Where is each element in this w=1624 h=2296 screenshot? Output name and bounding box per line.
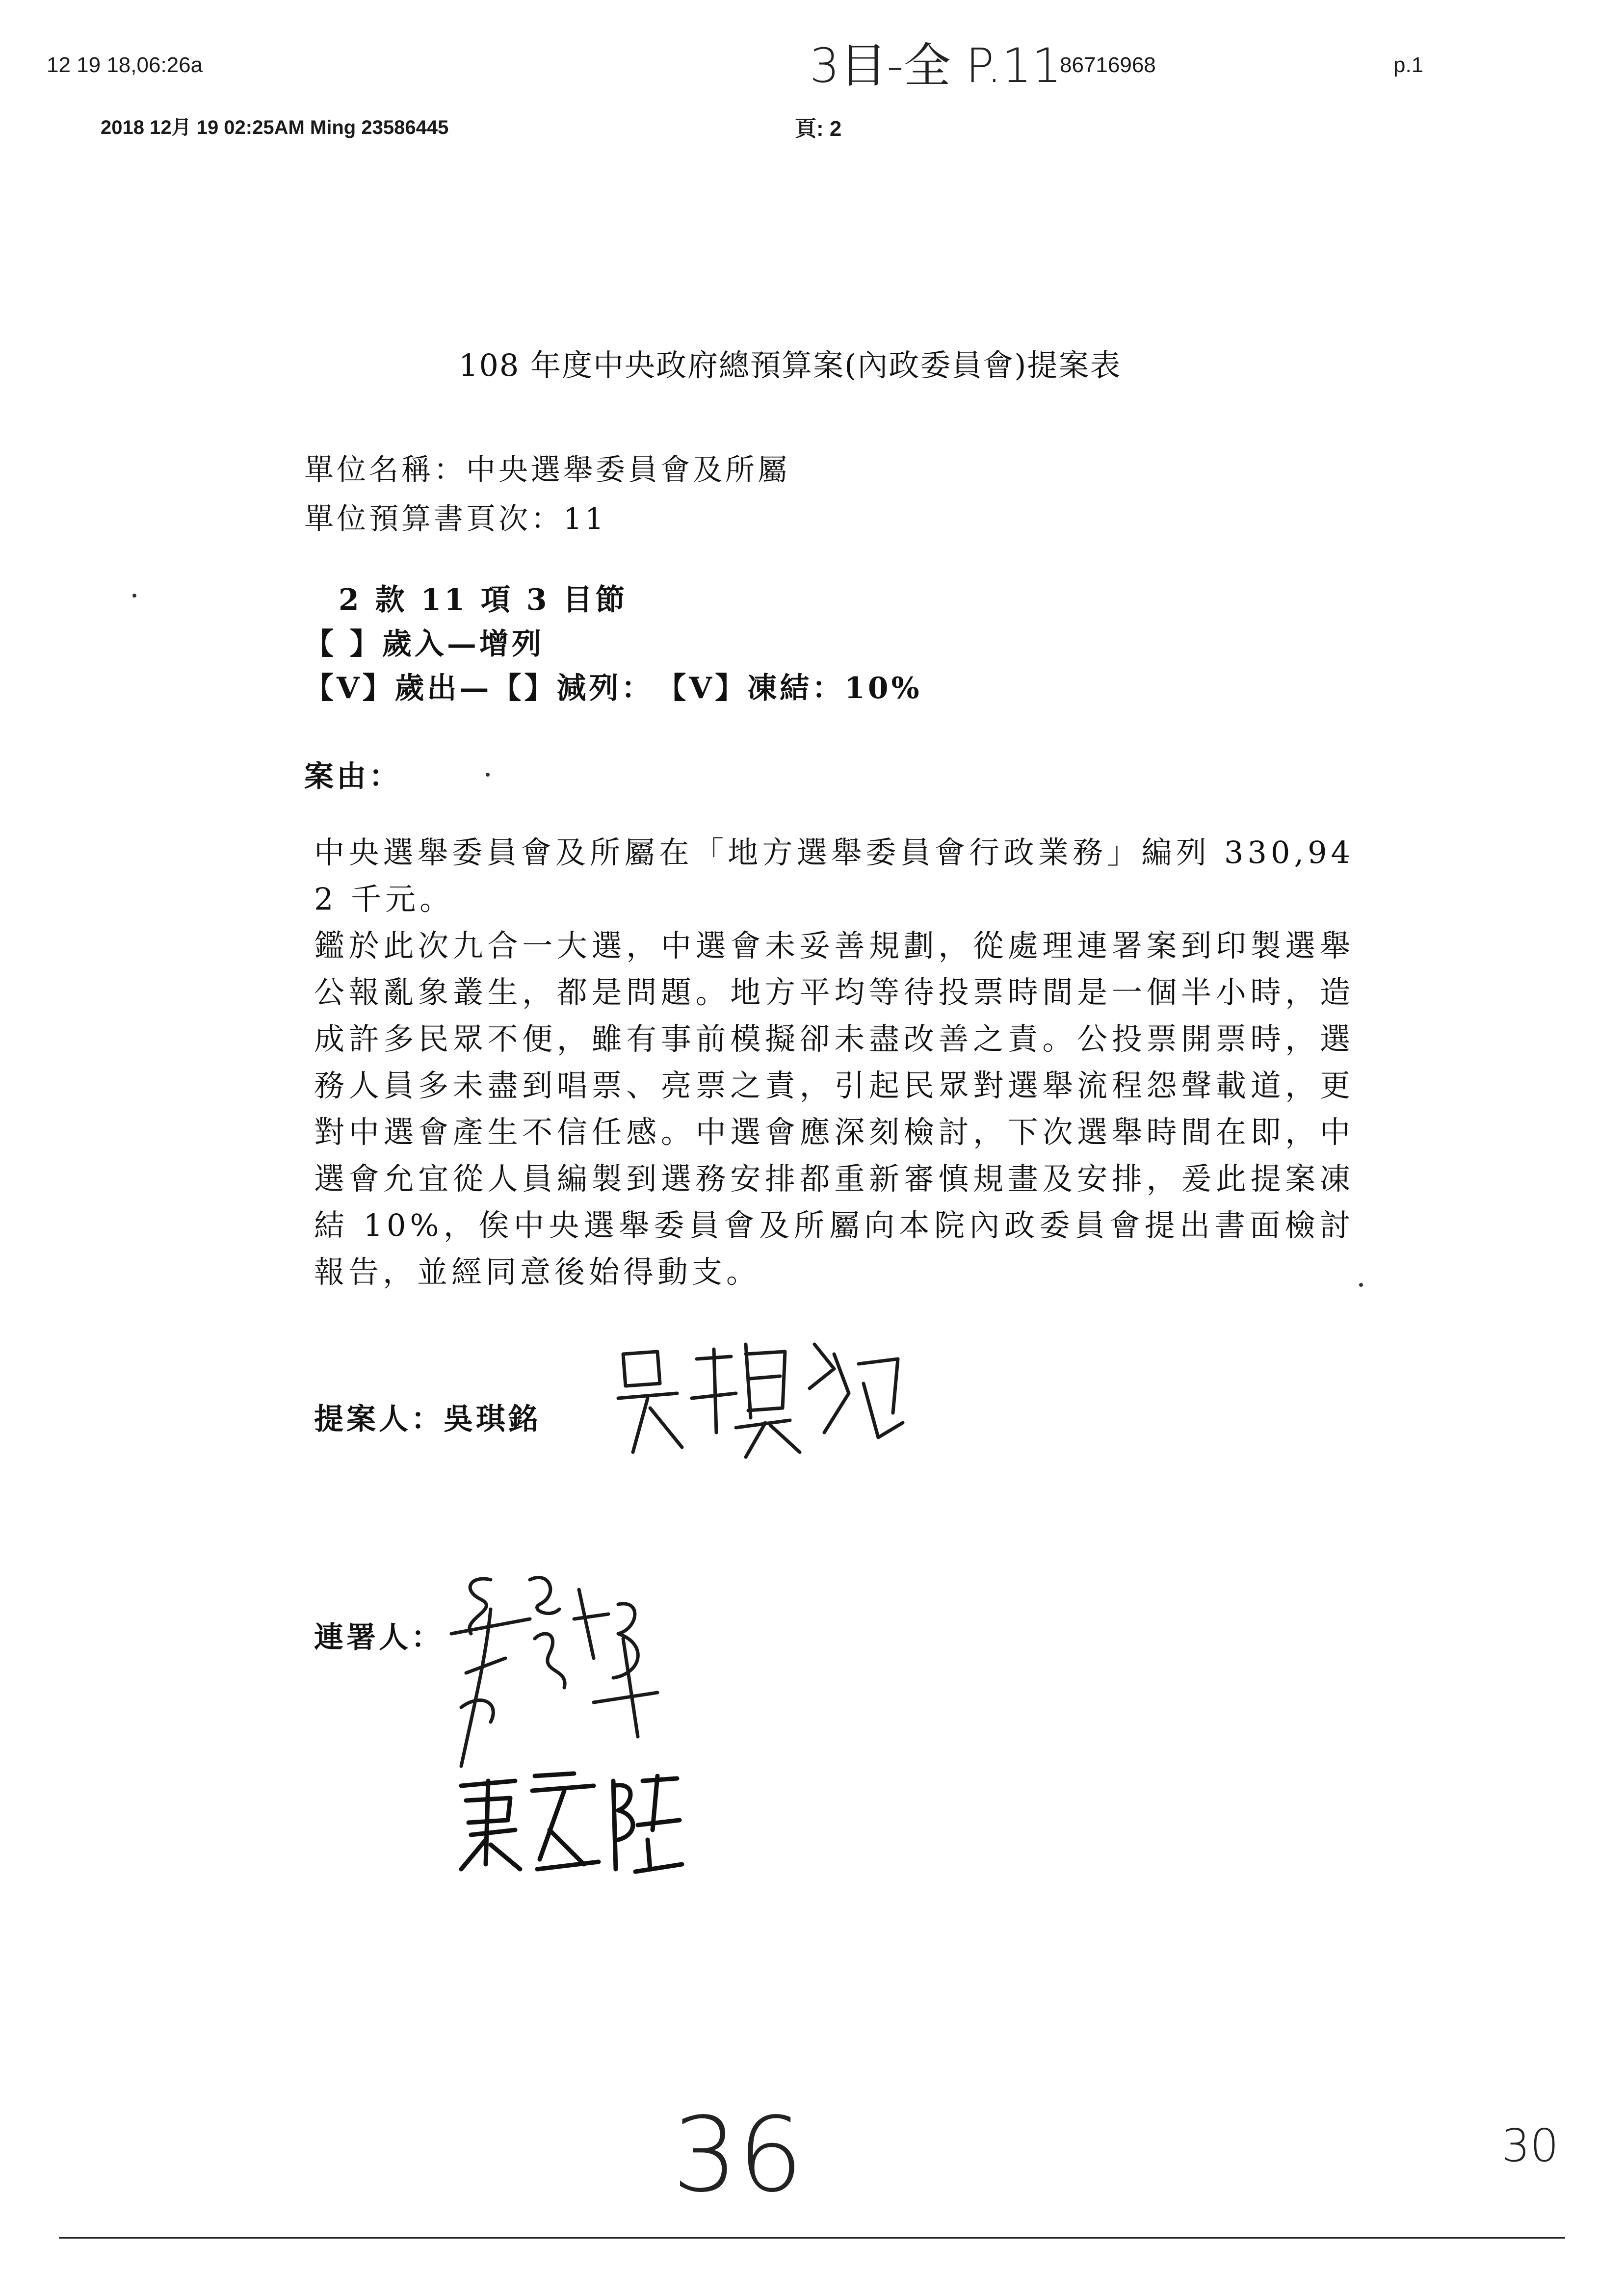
- expenditure-option: 【V】歲出—【】減列： 【V】凍結：10%: [304, 671, 922, 705]
- cosigner-signature-2: [451, 1766, 687, 1879]
- scan-speck: [132, 594, 136, 598]
- scan-speck: [1359, 1283, 1363, 1287]
- reason-paragraph: 中央選舉委員會及所屬在「地方選舉委員會行政業務」編列 330,942 千元。: [314, 835, 1354, 917]
- handwritten-corner-number: 30: [1501, 2119, 1559, 2172]
- proposer-signature: [603, 1325, 917, 1472]
- handwritten-page-number: 36: [672, 2095, 804, 2215]
- fax-page-indicator: p.1: [1393, 53, 1424, 77]
- unit-name: 單位名稱：中央選舉委員會及所屬: [304, 453, 790, 487]
- revenue-option: 【 】歲入—增列: [304, 627, 544, 661]
- bottom-rule: [59, 2237, 1565, 2239]
- fax-number: 86716968: [1060, 53, 1156, 77]
- section-heading: 2 款 11 項 3 目節: [339, 583, 628, 617]
- proposer-label: 提案人：吳琪銘: [314, 1402, 541, 1436]
- budget-page: 單位預算書頁次：11: [304, 502, 607, 536]
- document-title: 108 年度中央政府總預算案(內政委員會)提案表: [459, 347, 1122, 383]
- fax-transmission-line: 2018 12月 19 02:25AM Ming 23586445: [101, 117, 449, 138]
- fax-page-label: 頁: 2: [795, 117, 842, 141]
- reason-body: [314, 829, 1354, 1295]
- cosigner-label: 連署人：: [314, 1620, 444, 1655]
- cosigner-signature-1: [432, 1560, 707, 1796]
- reason-paragraph: 鑑於此次九合一大選，中選會未妥善規劃，從處理連署案到印製選舉公報亂象叢生，都是問題。地方平均等待投票時間是一個半小時，造成許多民眾不便，雖有事前模擬卻未盡改善之責。公投票開票時，選務人員多未盡到唱票、亮票之責，引起民眾對選舉流程怨聲載道，更對中選會產生不信任感。中選會應深刻檢討，下次選舉時間在即，中選會允宜從人員編製到選務安排都重新審慎規畫及安排，爰此提案凍結 10%，俟中央選舉委員會及所屬向本院內政委員會提出書面檢討報告，並經同意後始得動支。: [314, 928, 1354, 1290]
- scan-speck: [486, 773, 490, 777]
- reason-label: 案由：: [304, 759, 401, 794]
- fax-timestamp: 12 19 18,06:26a: [47, 53, 203, 77]
- handwritten-reference: 3目-全 P.11: [810, 38, 1062, 93]
